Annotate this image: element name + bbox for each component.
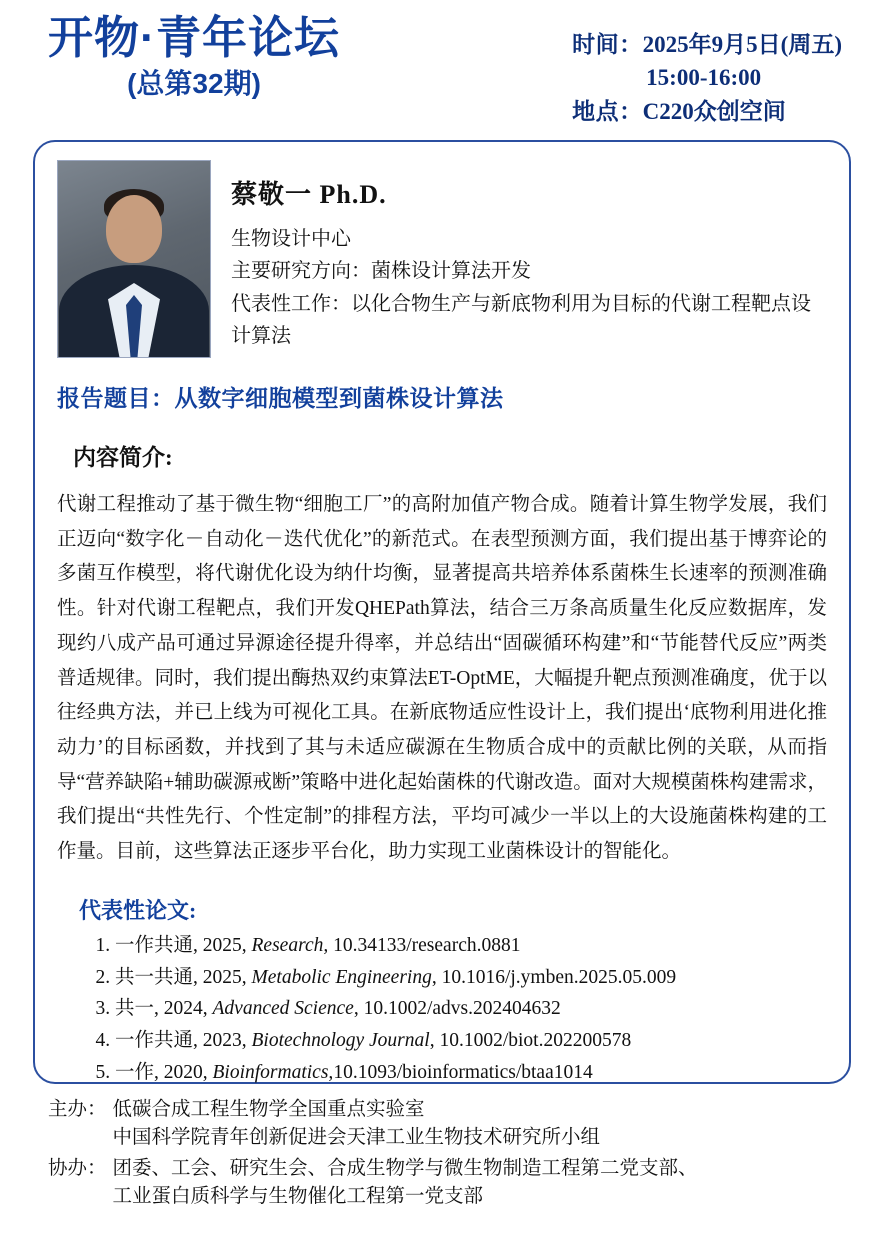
paper-journal: Metabolic Engineering — [251, 966, 432, 988]
list-item — [115, 1026, 827, 1057]
paper-journal: Research, — [251, 934, 329, 956]
paper-journal: Advanced Science — [212, 998, 354, 1020]
poster-footer — [48, 1096, 836, 1211]
speaker-info — [231, 160, 827, 353]
speaker-block — [57, 160, 827, 358]
place-label: 地点： — [572, 98, 643, 124]
host-line: 中国科学院青年创新促进会天津工业生物技术研究所小组 — [112, 1126, 601, 1148]
talk-title-label: 报告题目： — [57, 386, 175, 412]
forum-branding — [34, 14, 340, 99]
paper-doi: , 10.1002/advs.202404632 — [353, 998, 561, 1020]
list-item — [115, 963, 827, 994]
paper-journal: Bioinformatics, — [212, 1061, 334, 1083]
abstract-text: 代谢工程推动了基于微生物“细胞工厂”的高附加值产物合成。随着计算生物学发展，我们正迈向“数字化－自动化－迭代优化”的新范式。在表型预测方面，我们提出基于博弈论的多菌互作模型，将代谢优化设为纳什均衡，显著提高共培养体系菌株生长速率的预测准确性。针对代谢工程靶点，我们开发QHEPath算法，结合三万条高质量生化反应数据库，发现约八成产品可通过异源途径提升得率，并总结出“固碳循环构建”和“节能替代反应”两类普适规律。同时，我们提出酶热双约束算法ET-OptME，大幅提升靶点预测准确度，优于以往经典方法，并已上线为可视化工具。在新底物适应性设计上，我们提出‘底物利用进化推动力’的目标函数，并找到了其与未适应碳源在生物质合成中的贡献比例的关联，从而指导“营养缺陷+辅助碳源戒断”策略中进化起始菌株的代谢改造。面对大规模菌株构建需求，我们提出“共性先行、个性定制”的排程方法，平均可减少一半以上的大设施菌株构建的工作量。目前，这些算法正逐步平台化，助力实现工业菌株设计的智能化。 — [57, 494, 827, 863]
host-line: 低碳合成工程生物学全国重点实验室 — [112, 1099, 425, 1121]
talk-title-row — [57, 380, 827, 413]
speaker-affiliation: 生物设计中心 — [231, 228, 351, 251]
coorganizer-label: 协办： — [48, 1158, 107, 1180]
coorganizer-line: 团委、工会、研究生会、合成生物学与微生物制造工程第二党支部、 — [112, 1158, 698, 1180]
time-value-second-line: 15:00-16:00 — [646, 65, 762, 91]
list-item — [115, 1058, 827, 1089]
host-label: 主办： — [48, 1099, 107, 1121]
paper-doi: 10.1093/bioinformatics/btaa1014 — [333, 1061, 593, 1083]
papers-heading: 代表性论文: — [79, 897, 197, 923]
portrait-head — [106, 195, 162, 263]
paper-authorship: 一作, 2020, — [115, 1061, 213, 1083]
speaker-photo — [57, 160, 211, 358]
coorganizer-line: 工业蛋白质科学与生物催化工程第一党支部 — [112, 1186, 484, 1208]
poster-header — [18, 0, 866, 134]
host-block — [48, 1096, 836, 1151]
paper-doi: , 10.1002/biot.202200578 — [429, 1030, 632, 1052]
event-place-row — [572, 95, 842, 128]
time-value: 2025年9月5日(周五) — [642, 32, 842, 57]
speaker-research-direction: 主要研究方向：菌株设计算法开发 — [231, 260, 531, 283]
papers-list — [57, 931, 827, 1089]
coorganizer-block — [48, 1155, 836, 1210]
host-lines — [113, 1096, 601, 1151]
place-value: C220众创空间 — [642, 98, 786, 124]
content-card — [33, 140, 851, 1084]
paper-authorship: 共一共通, 2025, — [115, 966, 252, 988]
forum-title: 开物·青年论坛 — [48, 12, 340, 63]
paper-doi: , 10.1016/j.ymben.2025.05.009 — [431, 966, 677, 988]
event-meta — [572, 14, 850, 128]
event-time-row — [572, 28, 842, 61]
speaker-representative-work: 代表性工作：以化合物生产与新底物利用为目标的代谢工程靶点设计算法 — [231, 292, 811, 348]
forum-issue: (总第32期) — [127, 67, 261, 99]
list-item — [115, 931, 827, 962]
coorganizer-lines — [113, 1155, 698, 1210]
paper-authorship: 共一, 2024, — [115, 998, 213, 1020]
paper-doi: 10.34133/research.0881 — [328, 934, 521, 956]
paper-authorship: 一作共通, 2023, — [115, 1030, 252, 1052]
speaker-name: 蔡敬一 Ph.D. — [231, 180, 387, 210]
talk-title-text: 从数字细胞模型到菌株设计算法 — [174, 386, 504, 412]
time-label: 时间： — [572, 32, 643, 57]
list-item — [115, 994, 827, 1025]
paper-journal: Biotechnology Journal — [251, 1030, 430, 1052]
paper-authorship: 一作共通, 2025, — [115, 934, 252, 956]
abstract-heading: 内容简介: — [73, 445, 173, 471]
